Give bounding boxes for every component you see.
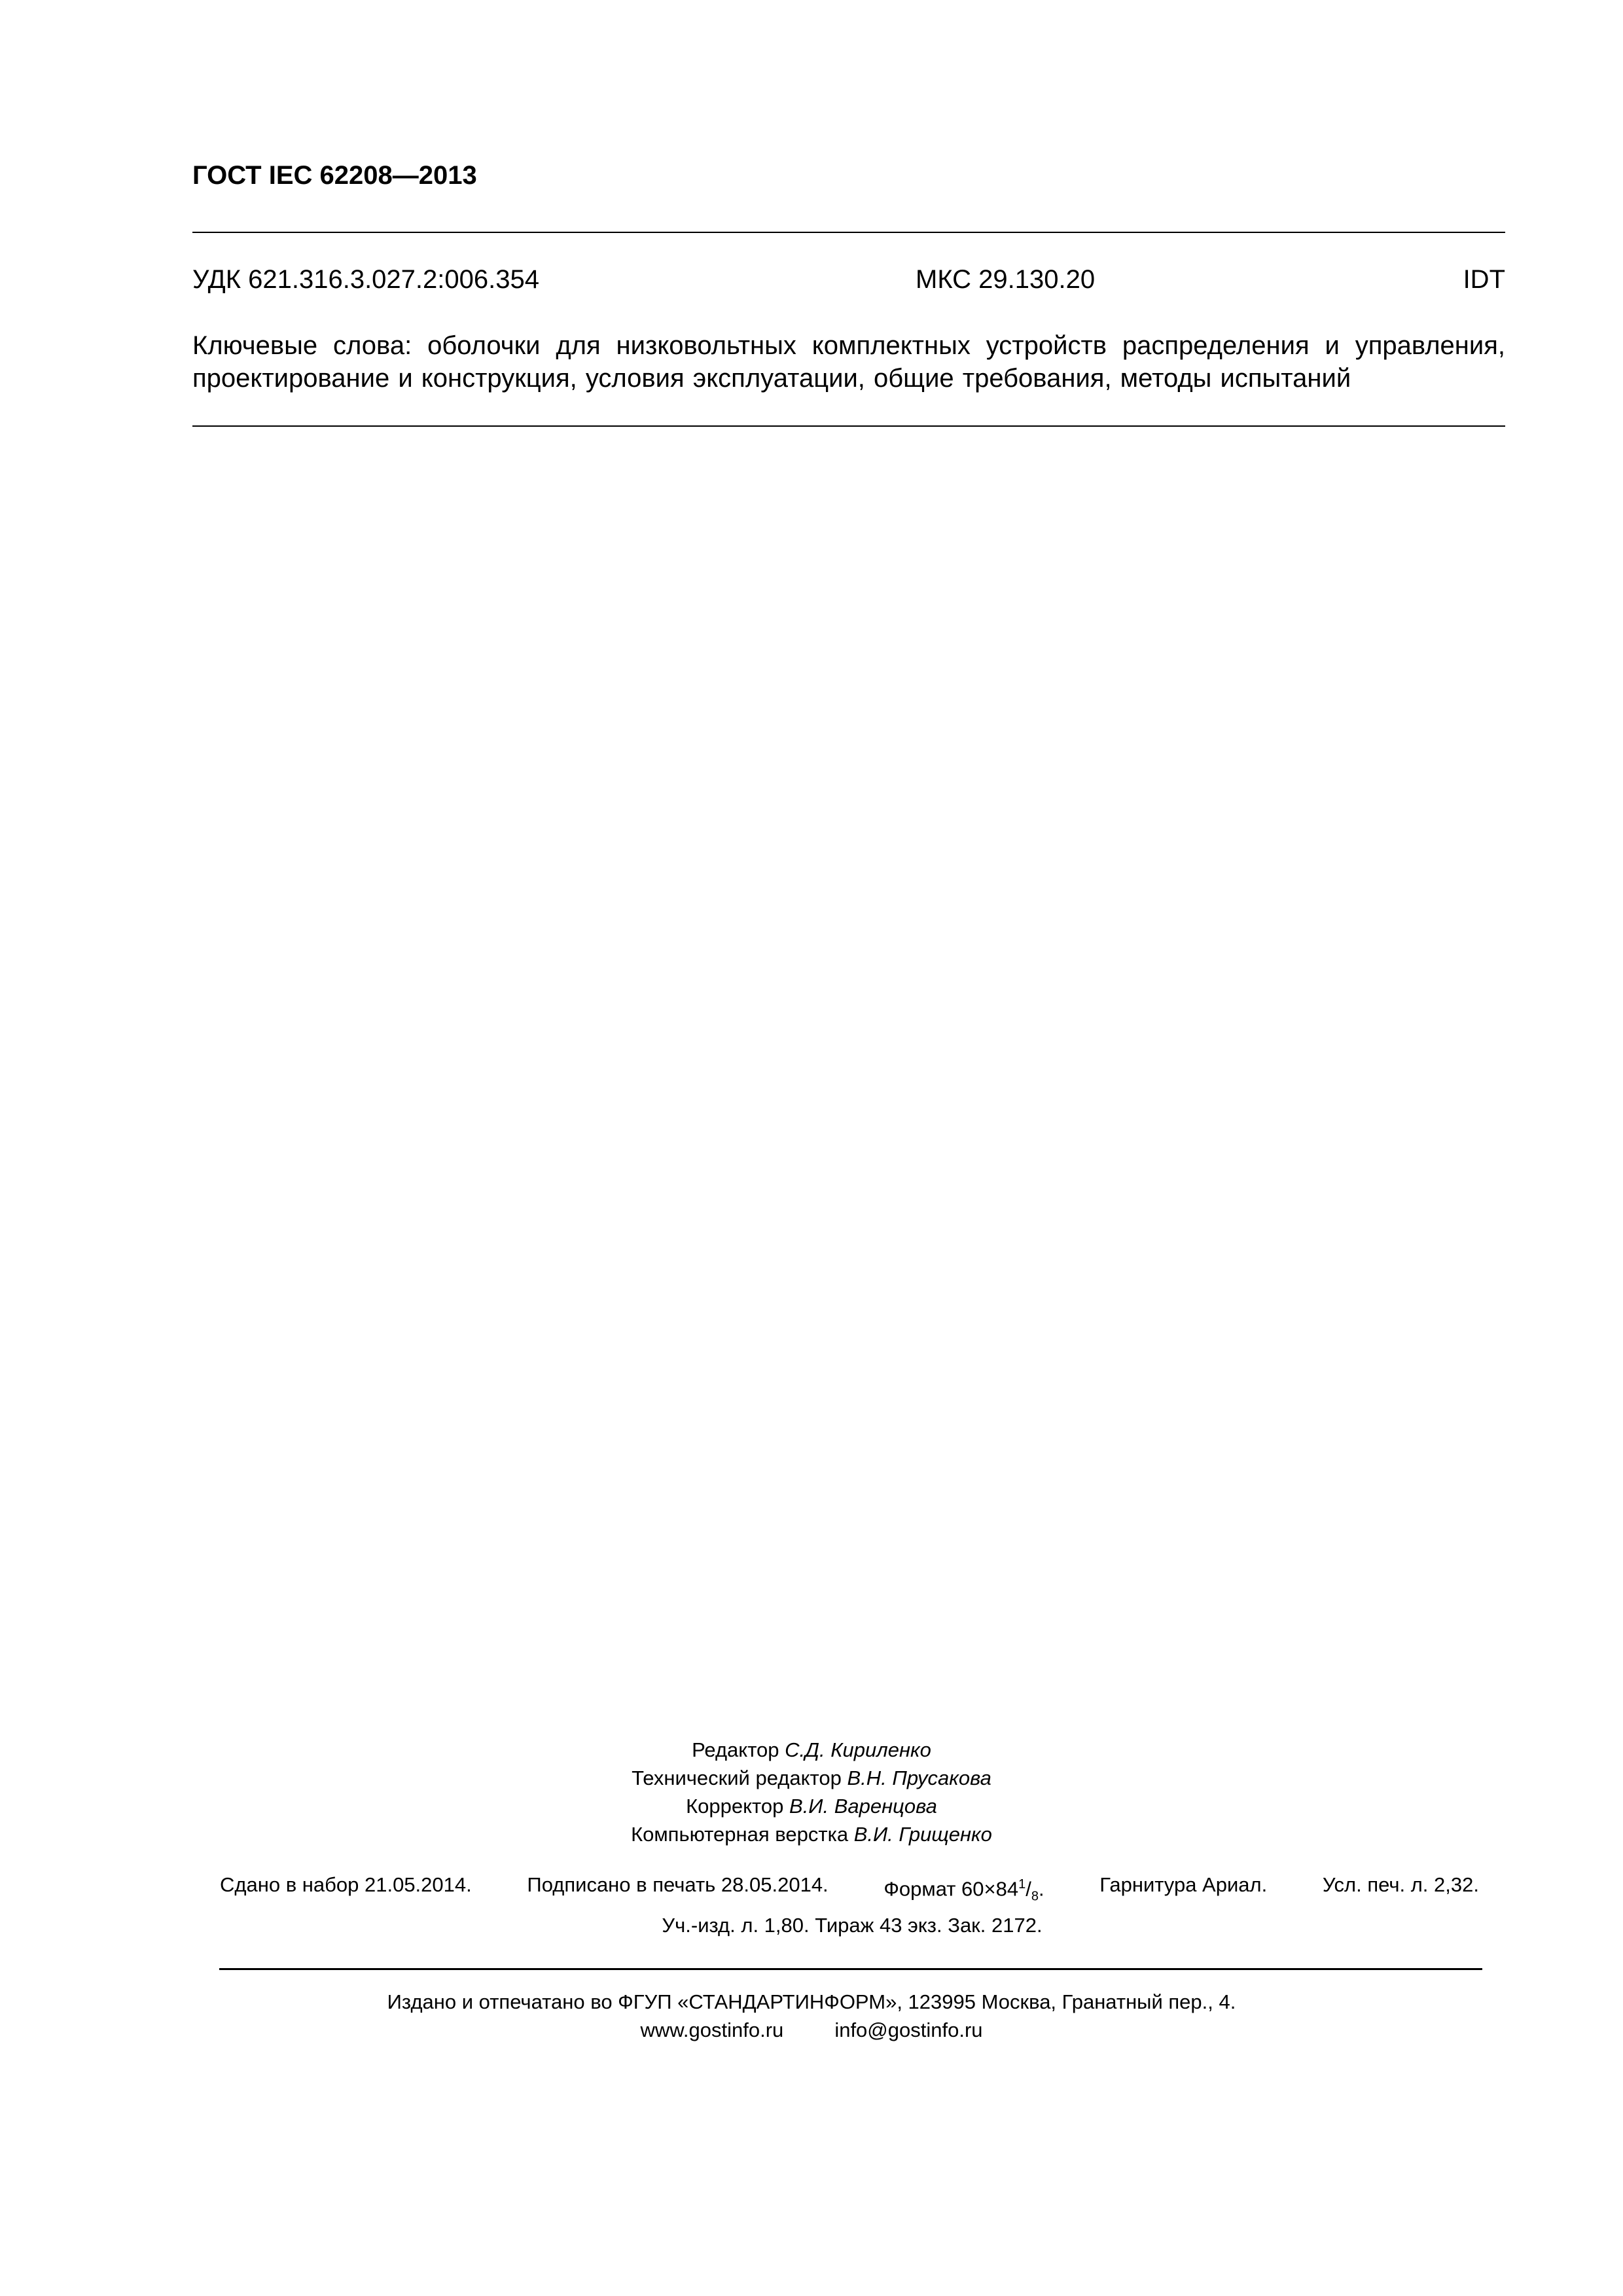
typeface: Гарнитура Ариал.: [1099, 1873, 1268, 1896]
publisher-block: [0, 1988, 1623, 2044]
publisher-address: Издано и отпечатано во ФГУП «СТАНДАРТИНФОРМ», 123995 Москва, Гранатный пер., 4.: [387, 1990, 1236, 2013]
imprint-first-line: [192, 1871, 1505, 1911]
udk-code: УДК 621.316.3.027.2:006.354: [192, 265, 539, 294]
classification-row: [192, 265, 1505, 298]
website-link[interactable]: www.gostinfo.ru: [640, 2018, 784, 2041]
credits-block: [0, 1736, 1623, 1848]
publisher-contacts: [0, 2016, 1623, 2044]
credit-editor: [0, 1736, 1623, 1764]
credit-name: В.И. Грищенко: [853, 1823, 992, 1846]
credit-name: В.И. Варенцова: [789, 1795, 937, 1818]
credit-name: С.Д. Кириленко: [785, 1738, 931, 1761]
paper-format: Формат $60\times 84^1/_8$.: [883, 1877, 1044, 1904]
credit-layout: [0, 1820, 1623, 1848]
imprint-block: [192, 1871, 1505, 1939]
credit-technical-editor: [0, 1764, 1623, 1792]
credit-name: В.Н. Прусакова: [847, 1767, 991, 1789]
credit-role: Редактор: [692, 1738, 779, 1761]
header-divider: [192, 232, 1505, 233]
print-sheets: Усл. печ. л. 2,32.: [1322, 1873, 1479, 1896]
credit-proofreader: [0, 1792, 1623, 1820]
typeset-date: Сдано в набор 21.05.2014.: [220, 1873, 472, 1896]
keywords-divider: [192, 425, 1505, 427]
mks-code: МКС 29.130.20: [916, 265, 1096, 294]
email-link[interactable]: info@gostinfo.ru: [834, 2018, 983, 2041]
keywords-paragraph: Ключевые слова: оболочки для низковольтных комплектных устройств распределения и управления, проектирование и конструкция, условия эксплуатации, общие требования, методы испытаний: [192, 331, 1505, 393]
standard-title: ГОСТ IEC 62208—2013: [192, 161, 477, 190]
credit-role: Технический редактор: [632, 1767, 842, 1789]
signed-date: Подписано в печать 28.05.2014.: [527, 1873, 829, 1896]
imprint-second-line: Уч.-изд. л. 1,80. Тираж 43 экз. Зак. 2172.: [662, 1913, 1043, 1937]
credit-role: Компьютерная верстка: [631, 1823, 849, 1846]
footer-divider: [219, 1968, 1482, 1970]
credit-role: Корректор: [686, 1795, 784, 1818]
idt-label: IDT: [1463, 265, 1505, 294]
